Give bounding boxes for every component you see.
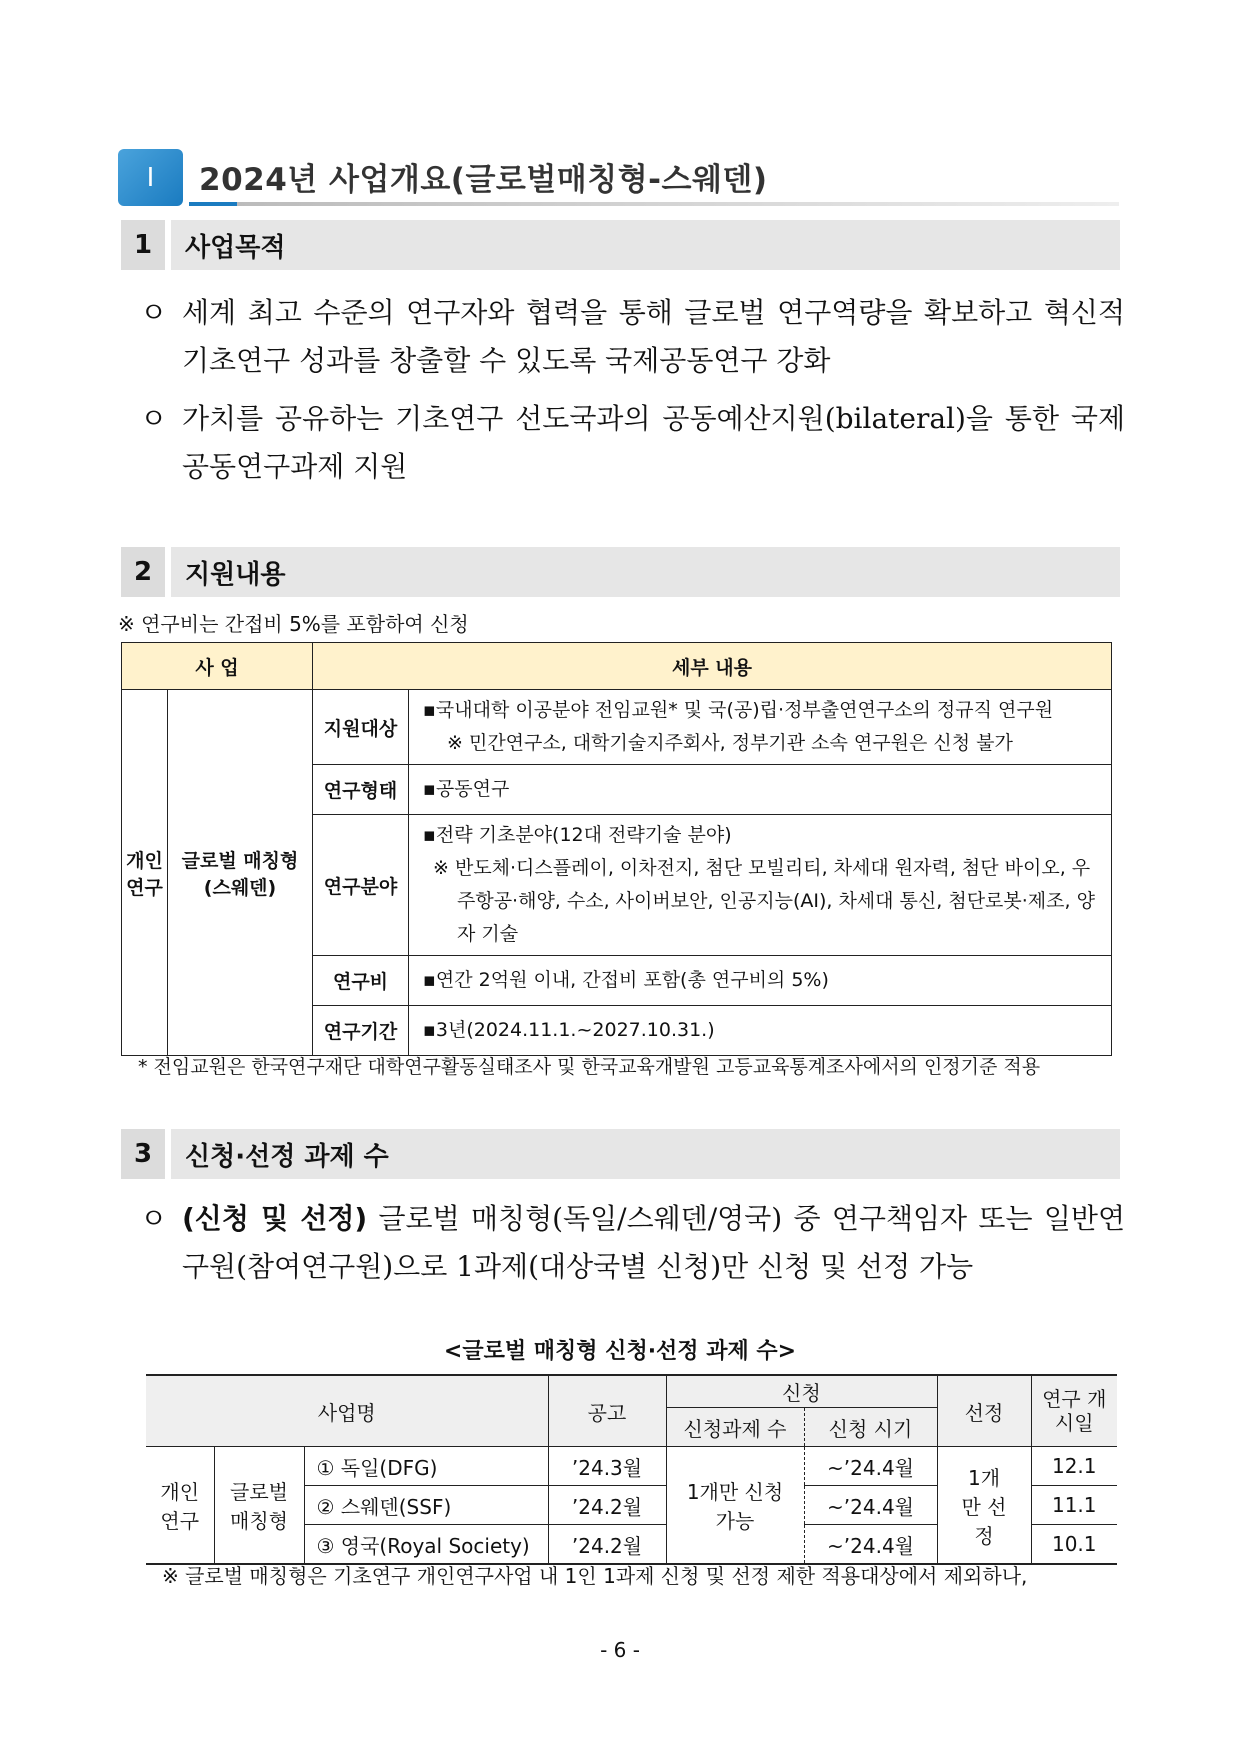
notice-date: ’24.3월 <box>548 1447 666 1486</box>
row-label: 연구분야 <box>313 815 409 956</box>
row-label: 연구기간 <box>313 1006 409 1056</box>
header-details: 세부 내용 <box>313 643 1112 690</box>
header-program: 사 업 <box>122 643 313 690</box>
selection-table <box>146 1374 1117 1565</box>
selection-text: 글로벌 매칭형(독일/스웨덴/영국) 중 연구책임자 또는 일반연구원(참여연구원)으로 1과제(대상국별 신청)만 신청 및 선정 가능 <box>182 1202 1125 1283</box>
section-number: 3 <box>121 1129 165 1179</box>
section-number: 2 <box>121 547 165 597</box>
purpose-text: 가치를 공유하는 기초연구 선도국과의 공동예산지원(bilateral)을 통한 국제공동연구과제 지원 <box>182 402 1125 483</box>
start-date: 10.1 <box>1031 1525 1117 1565</box>
select-count: 1개만 선정 <box>937 1447 1031 1565</box>
bullet-icon: ㅇ <box>140 296 168 329</box>
group-name: 글로벌 매칭형 <box>214 1447 304 1565</box>
support-note: ※ 연구비는 간접비 5%를 포함하여 신청 <box>118 612 469 636</box>
section-heading-support <box>121 547 1120 597</box>
detail-line: ▪국내대학 이공분야 전임교원* 및 국(공)립·정부출연연구소의 정규직 연구원 <box>423 699 1054 721</box>
row-label: 연구형태 <box>313 765 409 815</box>
title-underline <box>189 202 1119 206</box>
start-date: 11.1 <box>1031 1486 1117 1525</box>
purpose-text: 세계 최고 수준의 연구자와 협력을 통해 글로벌 연구역량을 확보하고 혁신적 기초연구 성과를 창출할 수 있도록 국제공동연구 강화 <box>182 296 1125 377</box>
detail-note: ※ 민간연구소, 대학기술지주회사, 정부기관 소속 연구원은 신청 불가 <box>447 732 1013 754</box>
detail-note: ※ 반도체·디스플레이, 이차전지, 첨단 모빌리티, 차세대 원자력, 첨단 바이오, 우주항공·해양, 수소, 사이버보안, 인공지능(AI), 차세대 통신, 첨단로봇·제조, 양자 기술 <box>433 857 1095 945</box>
program-type: 개인 연구 <box>122 690 168 1056</box>
section-label: 사업목적 <box>171 220 1120 270</box>
chapter-title: 2024년 사업개요(글로벌매칭형-스웨덴) <box>199 162 768 198</box>
detail-line: ▪3년(2024.11.1.~2027.10.31.) <box>423 1019 715 1041</box>
program-name: ② 스웨덴(SSF) <box>304 1486 548 1525</box>
detail-line: ▪공동연구 <box>423 778 510 800</box>
apply-time: ~’24.4월 <box>804 1525 937 1565</box>
purpose-item <box>140 395 1125 491</box>
chapter-number-badge: Ⅰ <box>118 149 183 206</box>
row-label: 연구비 <box>313 956 409 1006</box>
table-row <box>146 1447 1117 1486</box>
selection-bold-label: (신청 및 선정) <box>182 1202 368 1235</box>
section-heading-purpose <box>121 220 1120 270</box>
section-number: 1 <box>121 220 165 270</box>
purpose-item <box>140 289 1125 385</box>
detail-line: ▪전략 기초분야(12대 전략기술 분야) <box>423 824 732 846</box>
group-type: 개인 연구 <box>146 1447 214 1565</box>
selection-footnote: ※ 글로벌 매칭형은 기초연구 개인연구사업 내 1인 1과제 신청 및 선정 제한 적용대상에서 제외하나, <box>162 1564 1028 1588</box>
selection-item <box>140 1195 1125 1291</box>
header-name: 사업명 <box>146 1375 548 1447</box>
start-date: 12.1 <box>1031 1447 1117 1486</box>
section-label: 지원내용 <box>171 547 1120 597</box>
apply-time: ~’24.4월 <box>804 1486 937 1525</box>
header-apply-count: 신청과제 수 <box>666 1408 804 1447</box>
notice-date: ’24.2월 <box>548 1486 666 1525</box>
table-caption: <글로벌 매칭형 신청·선정 과제 수> <box>443 1339 797 1364</box>
notice-date: ’24.2월 <box>548 1525 666 1565</box>
section-label: 신청·선정 과제 수 <box>171 1129 1120 1179</box>
program-name: 글로벌 매칭형 (스웨덴) <box>168 690 313 1056</box>
program-name: ① 독일(DFG) <box>304 1447 548 1486</box>
header-notice: 공고 <box>548 1375 666 1447</box>
apply-time: ~’24.4월 <box>804 1447 937 1486</box>
header-apply-time: 신청 시기 <box>804 1408 937 1447</box>
program-name: ③ 영국(Royal Society) <box>304 1525 548 1565</box>
detail-line: ▪연간 2억원 이내, 간접비 포함(총 연구비의 5%) <box>423 969 829 991</box>
apply-count: 1개만 신청 가능 <box>666 1447 804 1565</box>
support-table <box>121 642 1112 1056</box>
bullet-icon: ㅇ <box>140 1202 168 1235</box>
header-select: 선정 <box>937 1375 1031 1447</box>
header-apply: 신청 <box>666 1375 937 1408</box>
bullet-icon: ㅇ <box>140 402 168 435</box>
header-start: 연구 개시일 <box>1031 1375 1117 1447</box>
page-number: - 6 - <box>600 1638 640 1662</box>
section-heading-selection <box>121 1129 1120 1179</box>
support-footnote: * 전임교원은 한국연구재단 대학연구활동실태조사 및 한국교육개발원 고등교육통계조사에서의 인정기준 적용 <box>138 1056 1041 1078</box>
row-label: 지원대상 <box>313 690 409 765</box>
